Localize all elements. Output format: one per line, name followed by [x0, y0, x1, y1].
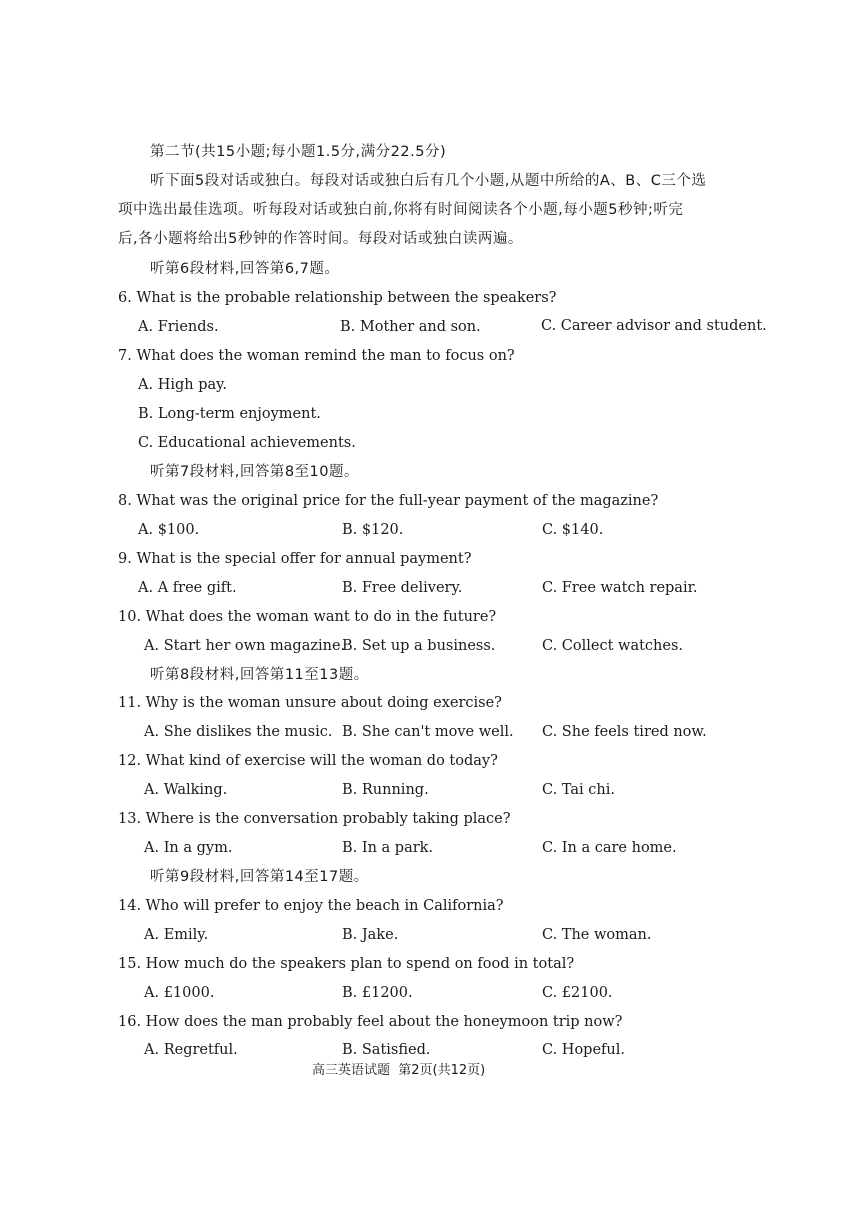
instructions-line-2: 项中选出最佳选项。听每段对话或独白前,你将有时间阅读各个小题,每小题5秒钟;听完	[118, 202, 684, 218]
option-13c: C. In a care home.	[542, 840, 677, 856]
option-11c: C. She feels tired now.	[542, 724, 707, 740]
option-15b: B. £1200.	[342, 985, 413, 1001]
option-12a: A. Walking.	[144, 782, 228, 798]
option-11b: B. She can't move well.	[342, 724, 514, 740]
question-15: 15. How much do the speakers plan to spend on food in total?	[118, 956, 575, 972]
option-7a: A. High pay.	[138, 377, 228, 393]
option-8b: B. $120.	[342, 522, 404, 538]
instructions-line-1: 听下面5段对话或独白。每段对话或独白后有几个小题,从题中所给的A、B、C三个选	[150, 173, 707, 189]
question-12: 12. What kind of exercise will the woman do today?	[118, 753, 498, 769]
question-14: 14. Who will prefer to enjoy the beach in California?	[118, 898, 504, 914]
option-14c: C. The woman.	[542, 927, 652, 943]
question-9: 9. What is the special offer for annual payment?	[118, 551, 472, 567]
question-13: 13. Where is the conversation probably taking place?	[118, 811, 511, 827]
question-16: 16. How does the man probably feel about the honeymoon trip now?	[118, 1014, 623, 1030]
group-heading-6: 听第6段材料,回答第6,7题。	[150, 261, 340, 277]
option-12c: C. Tai chi.	[542, 782, 615, 798]
group-heading-7: 听第7段材料,回答第8至10题。	[150, 464, 360, 480]
option-16b: B. Satisfied.	[342, 1042, 431, 1058]
option-7c: C. Educational achievements.	[138, 435, 356, 451]
option-15c: C. £2100.	[542, 985, 613, 1001]
option-6a: A. Friends.	[138, 319, 219, 335]
option-16a: A. Regretful.	[144, 1042, 238, 1058]
option-13b: B. In a park.	[342, 840, 434, 856]
question-11: 11. Why is the woman unsure about doing exercise?	[118, 695, 502, 711]
question-8: 8. What was the original price for the full-year payment of the magazine?	[118, 493, 659, 509]
option-15a: A. £1000.	[144, 985, 215, 1001]
option-11a: A. She dislikes the music.	[144, 724, 333, 740]
instructions-line-3: 后,各小题将给出5秒钟的作答时间。每段对话或独白读两遍。	[118, 231, 523, 247]
option-16c: C. Hopeful.	[542, 1042, 625, 1058]
section-header: 第二节(共15小题;每小题1.5分,满分22.5分)	[150, 144, 447, 160]
option-10a: A. Start her own magazine.	[144, 638, 346, 654]
option-14b: B. Jake.	[342, 927, 399, 943]
option-8c: C. $140.	[542, 522, 604, 538]
question-6: 6. What is the probable relationship between the speakers?	[118, 290, 557, 306]
option-9b: B. Free delivery.	[342, 580, 463, 596]
option-10b: B. Set up a business.	[342, 638, 496, 654]
option-8a: A. $100.	[138, 522, 200, 538]
option-9a: A. A free gift.	[138, 580, 237, 596]
page-footer: 高三英语试题 第2页(共12页)	[312, 1063, 486, 1078]
option-14a: A. Emily.	[144, 927, 209, 943]
option-9c: C. Free watch repair.	[542, 580, 698, 596]
option-12b: B. Running.	[342, 782, 429, 798]
question-7: 7. What does the woman remind the man to focus on?	[118, 348, 515, 364]
option-6b: B. Mother and son.	[340, 319, 481, 335]
group-heading-8: 听第8段材料,回答第11至13题。	[150, 667, 369, 683]
option-13a: A. In a gym.	[144, 840, 233, 856]
option-10c: C. Collect watches.	[542, 638, 684, 654]
group-heading-9: 听第9段材料,回答第14至17题。	[150, 869, 369, 885]
option-7b: B. Long-term enjoyment.	[138, 406, 321, 422]
question-10: 10. What does the woman want to do in the future?	[118, 609, 497, 625]
option-6c: C. Career advisor and student.	[541, 318, 767, 334]
